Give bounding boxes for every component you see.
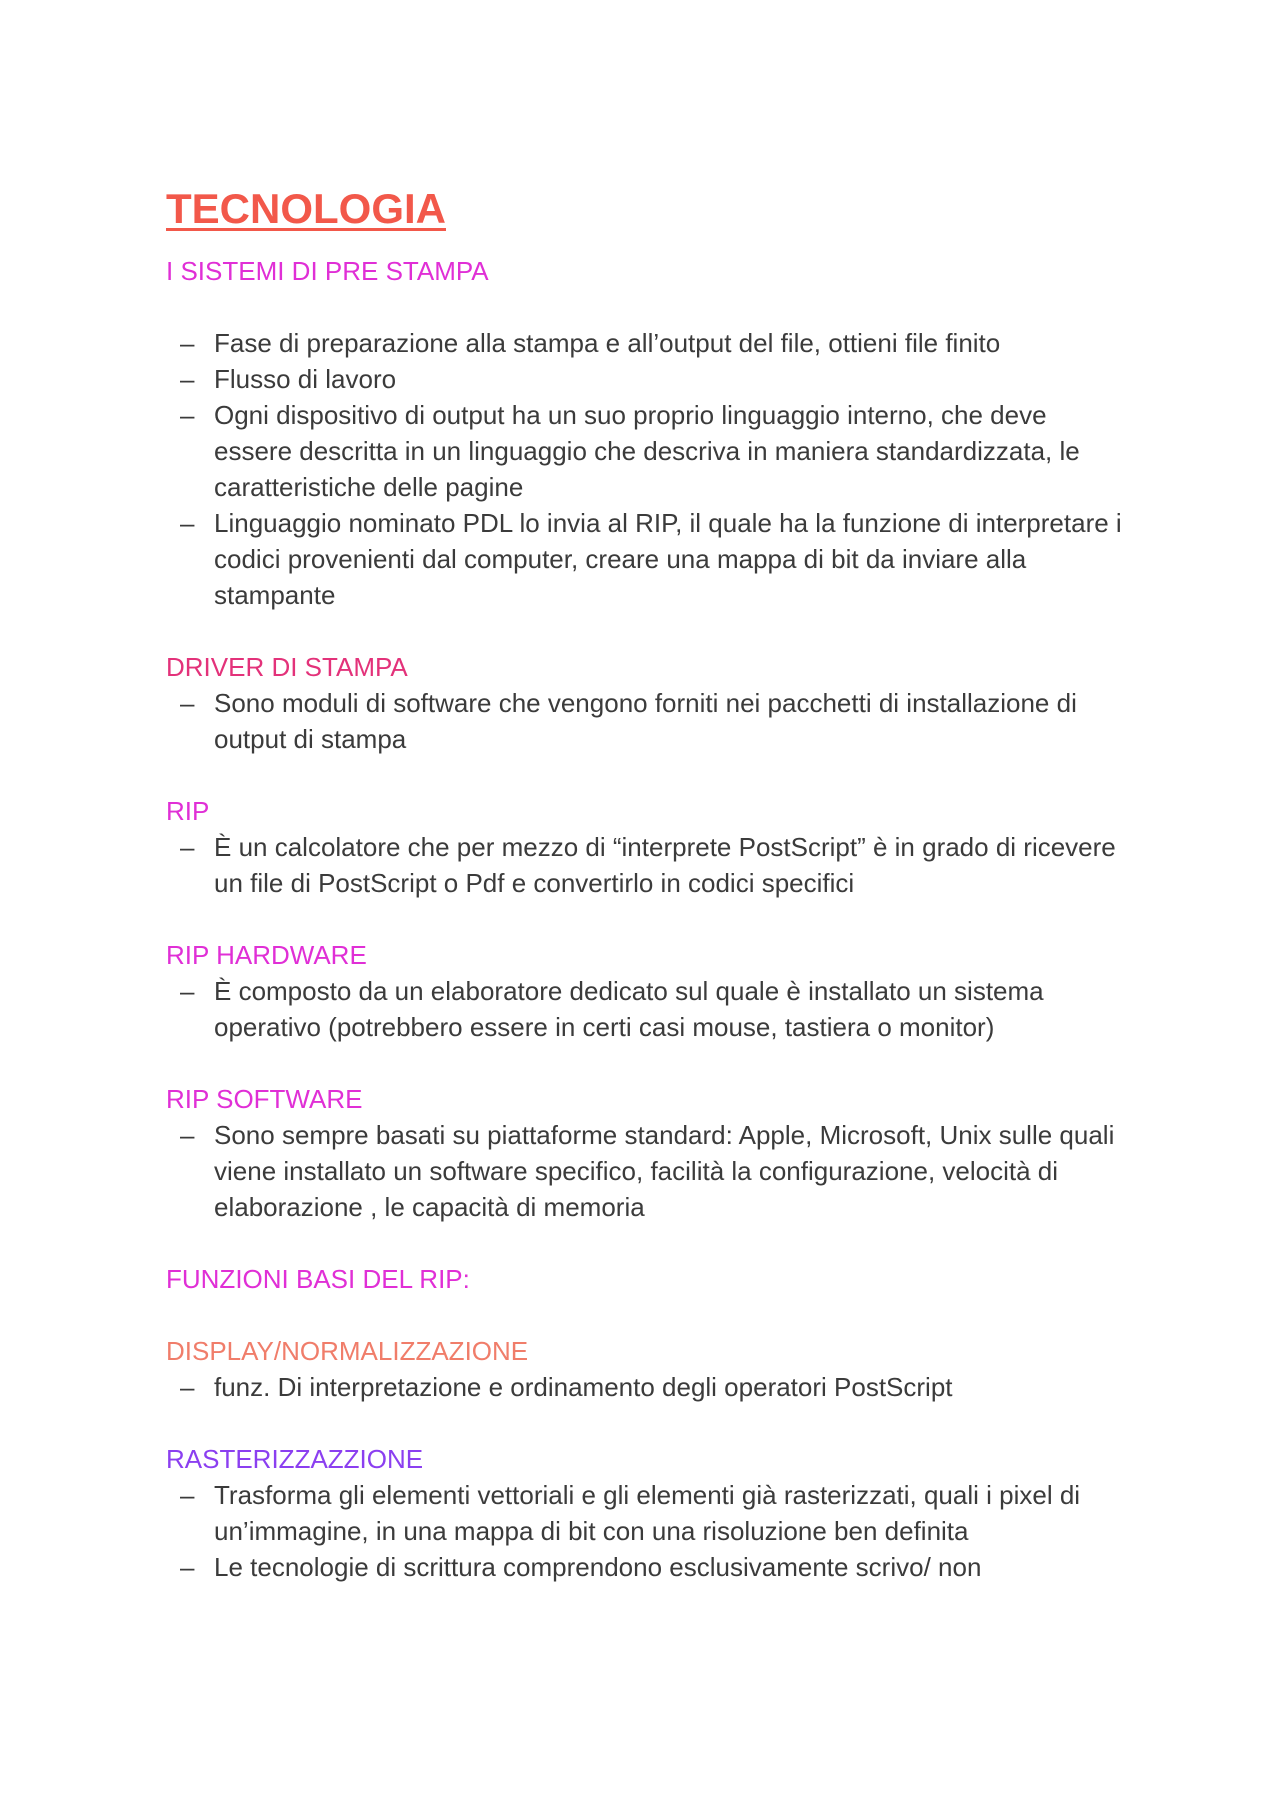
section	[166, 757, 1126, 901]
dash-bullet-icon: –	[180, 1372, 195, 1402]
list-item	[166, 1549, 1126, 1585]
section	[166, 1045, 1126, 1225]
list-item-text: Ogni dispositivo di output ha un suo proprio linguaggio interno, che deve essere descritta in un linguaggio che descriva in maniera standardizzata, le caratteristiche delle pagine	[214, 400, 1080, 502]
list-item	[166, 829, 1126, 901]
section-heading: RASTERIZZAZZIONE	[166, 1444, 424, 1474]
section-heading: DISPLAY/NORMALIZZAZIONE	[166, 1336, 529, 1366]
dash-bullet-icon: –	[180, 688, 195, 718]
list-item	[166, 361, 1126, 397]
list-item-text: Sono moduli di software che vengono forniti nei pacchetti di installazione di output di stampa	[214, 688, 1077, 754]
section	[166, 1297, 1126, 1405]
section	[166, 613, 1126, 757]
list-item	[166, 973, 1126, 1045]
section-heading: DRIVER DI STAMPA	[166, 652, 408, 682]
list-item-text: Le tecnologie di scrittura comprendono esclusivamente scrivo/ non	[214, 1552, 982, 1582]
section	[166, 901, 1126, 1045]
list-item-text: Trasforma gli elementi vettoriali e gli elementi già rasterizzati, quali i pixel di un’immagine, in una mappa di bit con una risoluzione ben definita	[214, 1480, 1081, 1546]
section-heading: FUNZIONI BASI DEL RIP:	[166, 1264, 470, 1294]
section	[166, 253, 1126, 613]
list-item	[166, 1117, 1126, 1225]
section-spacer	[166, 613, 1126, 649]
dash-bullet-icon: –	[180, 1552, 195, 1582]
bullet-list	[166, 685, 1126, 757]
bullet-list	[166, 973, 1126, 1045]
section-heading: RIP SOFTWARE	[166, 1084, 363, 1114]
list-item	[166, 1369, 1126, 1405]
section-heading: RIP HARDWARE	[166, 940, 367, 970]
dash-bullet-icon: –	[180, 328, 195, 358]
list-item	[166, 1477, 1126, 1549]
section	[166, 1225, 1126, 1297]
heading-spacer	[166, 289, 1126, 325]
bullet-list	[166, 1477, 1126, 1585]
list-item-text: Sono sempre basati su piattaforme standard: Apple, Microsoft, Unix sulle quali viene installato un software specifico, facilità la configurazione, velocità di elaborazione , le capacità di memoria	[214, 1120, 1115, 1222]
dash-bullet-icon: –	[180, 1120, 195, 1150]
section-spacer	[166, 1045, 1126, 1081]
section-spacer	[166, 901, 1126, 937]
document-title: TECNOLOGIA	[166, 185, 446, 232]
list-item-text: funz. Di interpretazione e ordinamento degli operatori PostScript	[214, 1372, 953, 1402]
list-item-text: Linguaggio nominato PDL lo invia al RIP, il quale ha la funzione di interpretare i codici provenienti dal computer, creare una mappa di bit da inviare alla stampante	[214, 508, 1122, 610]
dash-bullet-icon: –	[180, 976, 195, 1006]
dash-bullet-icon: –	[180, 364, 195, 394]
dash-bullet-icon: –	[180, 508, 195, 538]
list-item-text: Flusso di lavoro	[214, 364, 397, 394]
list-item	[166, 685, 1126, 757]
sections-container	[166, 253, 1126, 1585]
dash-bullet-icon: –	[180, 400, 195, 430]
dash-bullet-icon: –	[180, 832, 195, 862]
section-heading: I SISTEMI DI PRE STAMPA	[166, 256, 489, 286]
bullet-list	[166, 325, 1126, 613]
section-spacer	[166, 1405, 1126, 1441]
section	[166, 1405, 1126, 1585]
list-item-text: Fase di preparazione alla stampa e all’output del file, ottieni file finito	[214, 328, 1001, 358]
document-page	[166, 185, 1126, 1585]
bullet-list	[166, 829, 1126, 901]
list-item	[166, 325, 1126, 361]
list-item-text: È composto da un elaboratore dedicato sul quale è installato un sistema operativo (potrebbero essere in certi casi mouse, tastiera o monitor)	[214, 976, 1044, 1042]
list-item	[166, 505, 1126, 613]
dash-bullet-icon: –	[180, 1480, 195, 1510]
bullet-list	[166, 1117, 1126, 1225]
section-spacer	[166, 757, 1126, 793]
section-spacer	[166, 1225, 1126, 1261]
bullet-list	[166, 1369, 1126, 1405]
list-item-text: È un calcolatore che per mezzo di “interprete PostScript” è in grado di ricevere un file di PostScript o Pdf e convertirlo in codici specifici	[214, 832, 1116, 898]
list-item	[166, 397, 1126, 505]
section-spacer	[166, 1297, 1126, 1333]
section-heading: RIP	[166, 796, 210, 826]
